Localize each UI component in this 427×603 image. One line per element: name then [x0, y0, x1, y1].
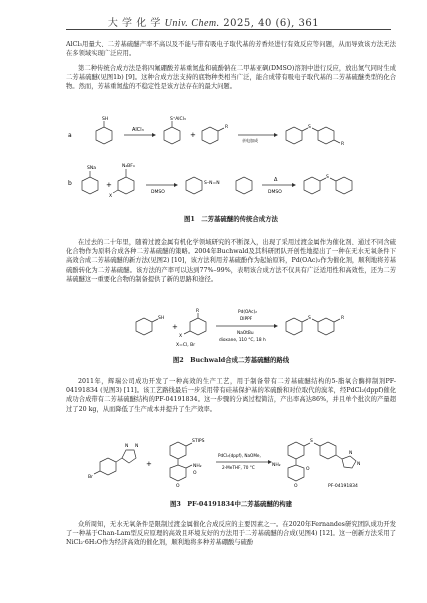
- x-sub-b: X: [109, 194, 113, 199]
- sulfur-3: S: [310, 439, 313, 444]
- carbonyl-o-r: O: [193, 471, 197, 476]
- diaryl-sulfide-a: [286, 127, 340, 144]
- x-definition: X=Cl, Br: [176, 343, 196, 348]
- benzenethiol-2: [136, 318, 158, 335]
- figure-3-scheme: [66, 432, 396, 492]
- paragraph-4: 2011年，辉瑞公司成功开发了一种高效的生产工艺，用于制备带有二芳基硫醚结构的5-脂氧合酶抑制剂PF-04191834 (见图3) [11]。该工艺路线最后一步采用带有硅基保护基的苯硫酚和对位取代的溴苯，经PdCl₂(dppf)催化成功合成带有二芳基硫醚结构的PF-04191834。这一步骤的分离过程简洁，产出率高达86%，并且单个批次的产量超过了20 kg，从而降低了生产成本并提升了生产效率。: [66, 378, 396, 413]
- azo-linkage: S–N=N: [204, 181, 220, 186]
- n2bf4-label: N₂BF₄: [122, 164, 135, 169]
- journal-name: 大 学 化 学: [107, 18, 161, 29]
- arrow-label-a: 亲电加成: [242, 138, 258, 143]
- silyl-thiol-oxane: [170, 442, 192, 481]
- figure-1-caption: 图1 二芳基硫醚的传统合成方法: [184, 215, 278, 223]
- reagent-alcl3: AlCl₃: [132, 127, 144, 133]
- product-pf-04191834: [288, 442, 356, 481]
- paragraph-2: 第二种传统合成方法是将四氟硼酸芳基重氮盐和硫酚钠在二甲基亚砜(DMSO)溶剂中进行反应，放出氮气同时生成二芳基硫醚(见图1b) [9]。这种合成方法支持的底物种类相当广泛，能合成带有吸电子取代基的二芳基硫醚类型的化合物。然而，芳基重氮盐的不稳定性是该方法存在的最大问题。: [66, 65, 396, 91]
- oxane-o-p: O: [294, 484, 298, 489]
- nh2-label-r: NH₂: [193, 464, 202, 469]
- cond-2-3: NaOtBu: [237, 331, 254, 336]
- paragraph-5: 众所周知，无水无氧条件是限制过渡金属催化合成反应的主要因素之一。在2020年Fernandes研究团队成功开发了一种基于Chan-Lam型反应原理的高效且环境友好的方法用于二芳基硫醚的合成(见图4) [12]。这一创新方法采用了NiCl₂·6H₂O作为经济高效的催化剂，顺利地将多种芳基硼酸与硫酚: [66, 521, 396, 547]
- sulfur-2: S: [308, 316, 311, 321]
- r-group-product-a: R: [341, 142, 345, 147]
- r-group-a: R: [225, 125, 229, 130]
- benzene-thiol: [96, 121, 112, 144]
- sulfur-b: S: [326, 175, 329, 180]
- heat-symbol: Δ: [274, 177, 278, 183]
- sulfonium-label: S⁺AlCl₃: [170, 117, 186, 122]
- paragraph-3: 在过去的二十年里，随着过渡金属有机化学领域研究的不断深入，出现了采用过渡金属作为催化剂、通过不同含硫化合物作为原料合成各种二芳基硫醚的策略。2004年Buchwald及其科研团队开创性地提出了一种在无水无氧条件下高效合成二芳基硫醚的新方法(见图2) [10]，该方法利用芳基硫酚作为起始原料，Pd(OAc)₂作为催化剂，顺利地将芳基硫酚转化为二芳基硫醚。该方法的产率可以达到77%–99%，表明该合成方法不仅具有广泛适用性和高效性，还为二芳基硫醚这一重要化合物的制备提供了新的思路和途径。: [66, 239, 396, 283]
- sh-label-2: SH: [158, 316, 165, 321]
- plus-2: +: [172, 323, 178, 331]
- stips-label: STIPS: [192, 439, 205, 444]
- cond-2-2: DIPPF: [240, 317, 253, 322]
- cond-3-2: 2-MeTHF, 70 °C: [222, 465, 255, 470]
- cond-2-1: Pd(OAc)₂: [238, 310, 257, 315]
- product-label: PF-04191834: [328, 484, 358, 489]
- solvent-b2: DMSO: [268, 190, 282, 195]
- citation: 2025, 40 (6), 361: [219, 18, 320, 29]
- r-group-2: R: [196, 309, 200, 314]
- cond-2-4: dioxane, 110 °C, 18 h: [219, 338, 266, 343]
- cond-3-1: PdCl₂(dppf), NaOMe,: [218, 453, 261, 458]
- plus-3: +: [146, 460, 152, 468]
- diazonium-salt: [113, 169, 134, 194]
- diaryl-sulfide-2: [286, 318, 340, 335]
- br-atom: Br: [88, 475, 93, 480]
- figure-3-caption: 图3 PF-04191834中二芳基硫醚的构建: [169, 500, 293, 508]
- bromo-aryl-pyrazole: [94, 450, 136, 475]
- sna-label: SNa: [87, 166, 96, 171]
- oxane-o-r: O: [176, 484, 180, 489]
- sodium-thiolate: [82, 171, 98, 194]
- nh2-label-p: NH₂: [272, 463, 281, 468]
- paragraph-1: AlCl₃用量大、二芳基硫醚产率不高以及不能与带有吸电子取代基的芳香烃进行有效反应等问题，从而导致该方法无法在多领域实现广泛应用。: [66, 41, 396, 58]
- r-group-product-2: R: [341, 316, 345, 321]
- carbonyl-o-p: O: [306, 467, 310, 472]
- running-header: [0, 14, 427, 29]
- plus-b: +: [106, 181, 112, 189]
- n-atom-1: N: [125, 444, 129, 449]
- n-atom-p2: N: [357, 462, 361, 467]
- solvent-b1: DMSO: [151, 190, 165, 195]
- x-group-2: X: [179, 334, 183, 339]
- plus-a: +: [190, 131, 196, 139]
- substituted-benzene-a: [202, 127, 224, 144]
- figure-1-scheme: [66, 113, 396, 209]
- sulfonium-ring: [164, 121, 180, 144]
- panel-b-label: b: [68, 180, 72, 187]
- journal-abbrev: Univ. Chem.: [164, 18, 220, 29]
- n-atom-2: N: [135, 444, 139, 449]
- figure-2-scheme: [66, 304, 396, 348]
- header-rule: [66, 29, 391, 30]
- sulfur-a: S: [308, 125, 311, 130]
- aryl-halide-2: [184, 313, 206, 335]
- panel-a-label: a: [68, 132, 72, 139]
- n-atom-p1: N: [349, 451, 353, 456]
- figure-2-caption: 图2 Buchwald合成二芳基硫醚的路线: [172, 356, 290, 364]
- thiol-sh: SH: [102, 117, 109, 122]
